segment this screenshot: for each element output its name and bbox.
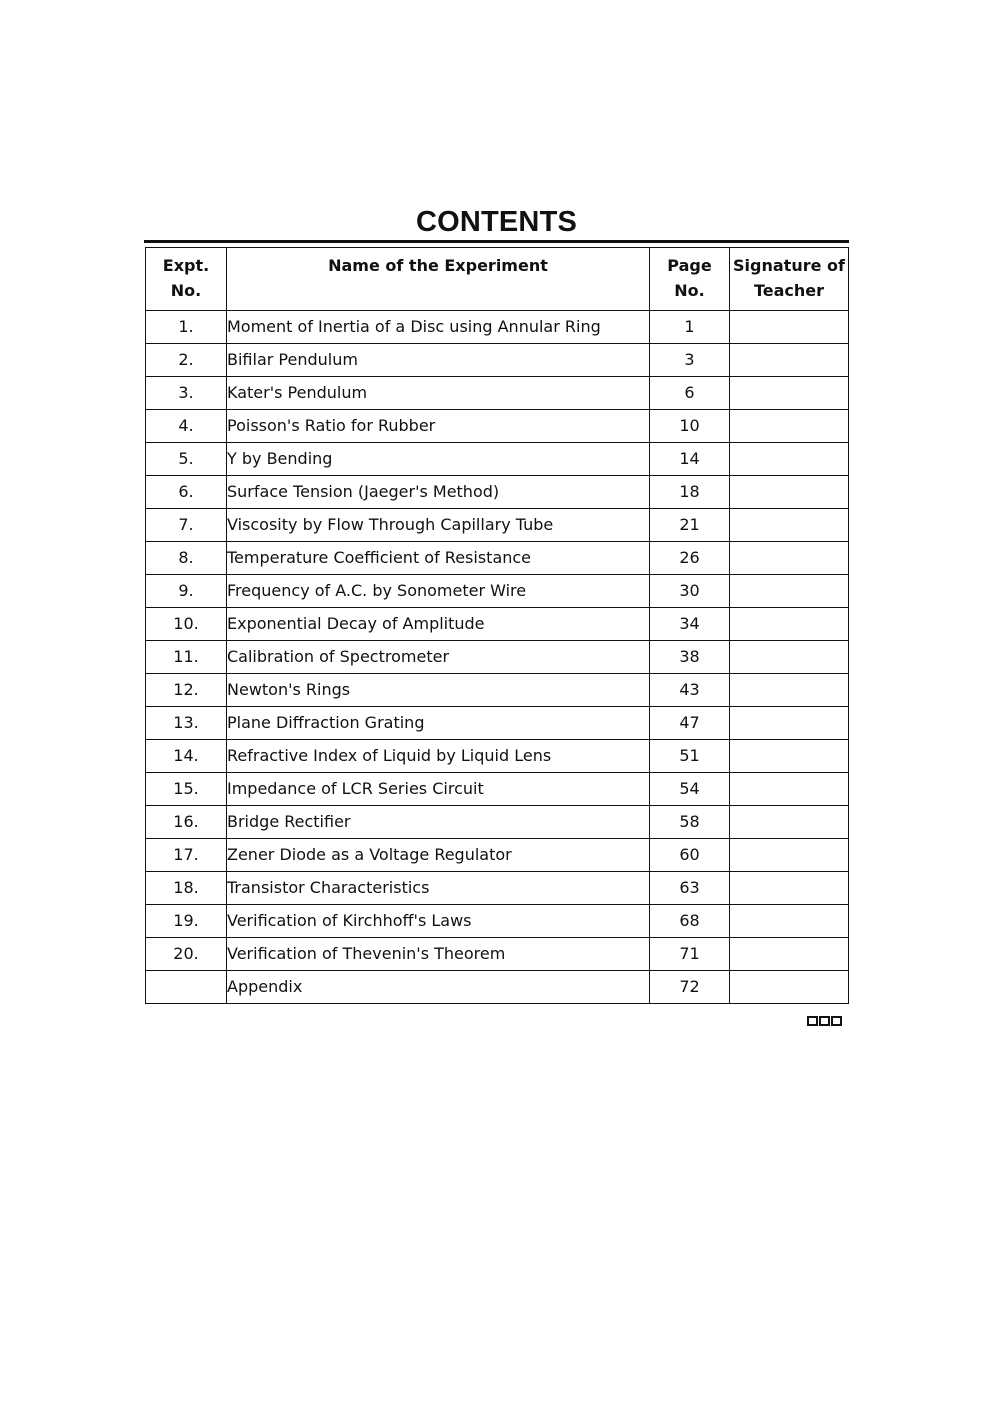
table-row	[146, 344, 849, 377]
signature-cell	[730, 674, 849, 707]
table-row	[146, 938, 849, 971]
table-body	[146, 311, 849, 1004]
page-no-cell: 26	[650, 542, 730, 575]
expt-no-cell: 16.	[146, 806, 227, 839]
expt-no-cell: 17.	[146, 839, 227, 872]
signature-cell	[730, 443, 849, 476]
table-row	[146, 806, 849, 839]
table-row	[146, 542, 849, 575]
page-no-cell: 18	[650, 476, 730, 509]
header-signature-line1: Signature of	[733, 256, 845, 275]
header-page-no	[650, 248, 730, 311]
signature-cell	[730, 542, 849, 575]
experiment-name-cell: Transistor Characteristics	[227, 872, 650, 905]
table-row	[146, 608, 849, 641]
signature-cell	[730, 509, 849, 542]
page-no-cell: 1	[650, 311, 730, 344]
page-no-cell: 63	[650, 872, 730, 905]
page-no-cell: 51	[650, 740, 730, 773]
signature-cell	[730, 608, 849, 641]
page-no-cell: 60	[650, 839, 730, 872]
signature-cell	[730, 839, 849, 872]
page-no-cell: 54	[650, 773, 730, 806]
experiment-name-cell: Poisson's Ratio for Rubber	[227, 410, 650, 443]
page-no-cell: 14	[650, 443, 730, 476]
table-row	[146, 641, 849, 674]
experiment-name-cell: Calibration of Spectrometer	[227, 641, 650, 674]
expt-no-cell: 1.	[146, 311, 227, 344]
signature-cell	[730, 905, 849, 938]
end-box-icon	[807, 1016, 818, 1026]
table-row	[146, 575, 849, 608]
page-no-cell: 72	[650, 971, 730, 1004]
expt-no-cell: 6.	[146, 476, 227, 509]
end-marker	[807, 1016, 842, 1026]
expt-no-cell: 4.	[146, 410, 227, 443]
page-no-cell: 43	[650, 674, 730, 707]
signature-cell	[730, 971, 849, 1004]
expt-no-cell: 2.	[146, 344, 227, 377]
page-no-cell: 34	[650, 608, 730, 641]
expt-no-cell: 5.	[146, 443, 227, 476]
table-row	[146, 377, 849, 410]
table-row	[146, 509, 849, 542]
experiment-name-cell: Plane Diffraction Grating	[227, 707, 650, 740]
header-page-no-line2: No.	[674, 281, 705, 300]
signature-cell	[730, 773, 849, 806]
expt-no-cell	[146, 971, 227, 1004]
experiment-name-cell: Kater's Pendulum	[227, 377, 650, 410]
page-no-cell: 10	[650, 410, 730, 443]
experiment-name-cell: Surface Tension (Jaeger's Method)	[227, 476, 650, 509]
signature-cell	[730, 872, 849, 905]
page-no-cell: 21	[650, 509, 730, 542]
signature-cell	[730, 707, 849, 740]
table-row	[146, 476, 849, 509]
page-no-cell: 30	[650, 575, 730, 608]
page-no-cell: 6	[650, 377, 730, 410]
experiment-name-cell: Moment of Inertia of a Disc using Annular Ring	[227, 311, 650, 344]
signature-cell	[730, 641, 849, 674]
signature-cell	[730, 938, 849, 971]
header-signature	[730, 248, 849, 311]
signature-cell	[730, 806, 849, 839]
experiment-name-cell: Viscosity by Flow Through Capillary Tube	[227, 509, 650, 542]
signature-cell	[730, 575, 849, 608]
expt-no-cell: 19.	[146, 905, 227, 938]
signature-cell	[730, 311, 849, 344]
expt-no-cell: 20.	[146, 938, 227, 971]
expt-no-cell: 9.	[146, 575, 227, 608]
page-no-cell: 38	[650, 641, 730, 674]
table-row	[146, 674, 849, 707]
end-box-icon	[819, 1016, 830, 1026]
table-row	[146, 740, 849, 773]
header-expt-no-line1: Expt.	[162, 256, 210, 275]
table-row	[146, 971, 849, 1004]
page-no-cell: 68	[650, 905, 730, 938]
experiment-name-cell: Impedance of LCR Series Circuit	[227, 773, 650, 806]
page-no-cell: 71	[650, 938, 730, 971]
page-no-cell: 58	[650, 806, 730, 839]
experiment-name-cell: Exponential Decay of Amplitude	[227, 608, 650, 641]
header-expt-no-line2: No.	[170, 281, 202, 300]
expt-no-cell: 11.	[146, 641, 227, 674]
expt-no-cell: 3.	[146, 377, 227, 410]
expt-no-cell: 15.	[146, 773, 227, 806]
signature-cell	[730, 377, 849, 410]
end-box-icon	[831, 1016, 842, 1026]
expt-no-cell: 12.	[146, 674, 227, 707]
experiment-name-cell: Bridge Rectifier	[227, 806, 650, 839]
expt-no-cell: 7.	[146, 509, 227, 542]
table-row	[146, 872, 849, 905]
signature-cell	[730, 740, 849, 773]
expt-no-cell: 13.	[146, 707, 227, 740]
experiment-name-cell: Verification of Thevenin's Theorem	[227, 938, 650, 971]
table-row	[146, 410, 849, 443]
page-title: CONTENTS	[415, 206, 578, 238]
table-header-row	[146, 248, 849, 311]
experiment-name-cell: Temperature Coefficient of Resistance	[227, 542, 650, 575]
experiment-name-cell: Bifilar Pendulum	[227, 344, 650, 377]
experiment-name-cell: Verification of Kirchhoff's Laws	[227, 905, 650, 938]
table-row	[146, 905, 849, 938]
header-name: Name of the Experiment	[227, 248, 650, 311]
experiment-name-cell: Y by Bending	[227, 443, 650, 476]
page-no-cell: 47	[650, 707, 730, 740]
signature-cell	[730, 344, 849, 377]
experiment-name-cell: Appendix	[227, 971, 650, 1004]
contents-table	[145, 247, 849, 1004]
table-row	[146, 311, 849, 344]
header-expt-no	[146, 248, 227, 311]
experiment-name-cell: Zener Diode as a Voltage Regulator	[227, 839, 650, 872]
title-underline	[144, 240, 849, 243]
expt-no-cell: 8.	[146, 542, 227, 575]
experiment-name-cell: Refractive Index of Liquid by Liquid Lens	[227, 740, 650, 773]
table-row	[146, 707, 849, 740]
experiment-name-cell: Frequency of A.C. by Sonometer Wire	[227, 575, 650, 608]
page-no-cell: 3	[650, 344, 730, 377]
header-signature-line2: Teacher	[753, 281, 825, 300]
table-row	[146, 773, 849, 806]
table-row	[146, 839, 849, 872]
header-page-no-line1: Page	[667, 256, 712, 275]
signature-cell	[730, 476, 849, 509]
experiment-name-cell: Newton's Rings	[227, 674, 650, 707]
expt-no-cell: 18.	[146, 872, 227, 905]
table-row	[146, 443, 849, 476]
signature-cell	[730, 410, 849, 443]
expt-no-cell: 14.	[146, 740, 227, 773]
expt-no-cell: 10.	[146, 608, 227, 641]
